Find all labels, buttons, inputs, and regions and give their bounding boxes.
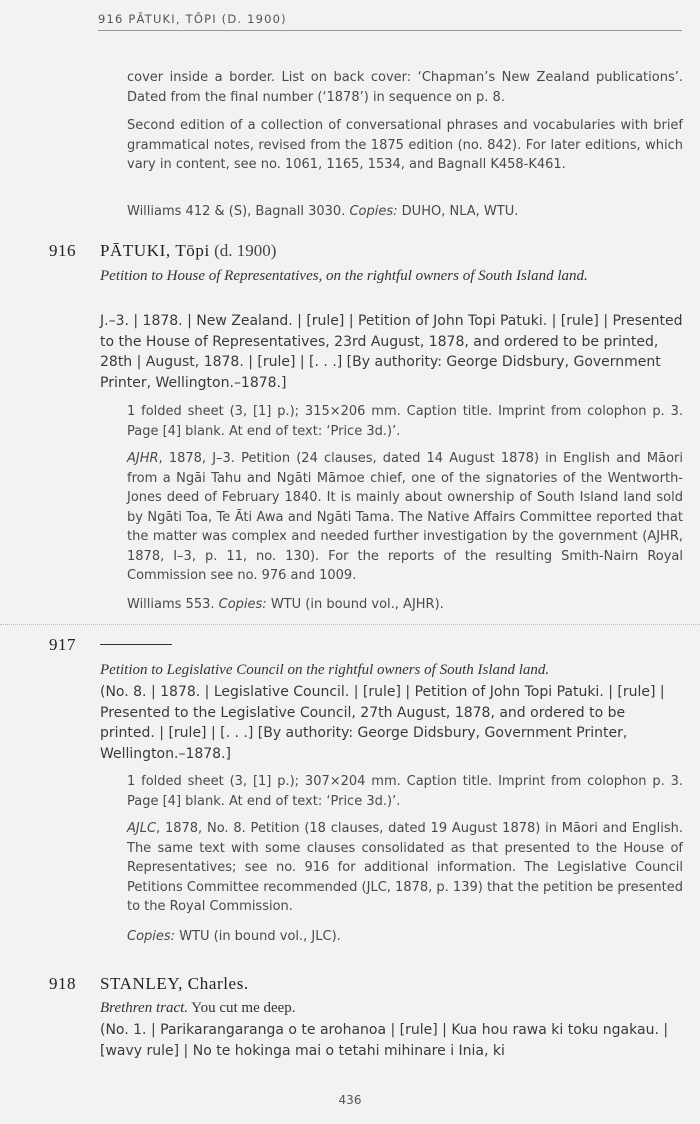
- title-transcription-918: (No. 1. | Parikarangaranga o te arohanoa | [rule] | Kua hou rawa ki toku ngakau. | [wavy rule] | No te hokinga mai o tetahi mihinare i Inia, ki: [100, 1022, 669, 1059]
- ditto-dash: [100, 644, 172, 645]
- entry-heading-918: [100, 974, 684, 994]
- entry-heading-917: [100, 635, 684, 655]
- continued-note-2: Second edition of a collection of conversational phrases and vocabularies with brief grammatical notes, revised from the 1875 edition (no. 842). For later editions, which vary in content, see no. 1061, 1165, 1534, and Bagnall K458-K461.: [127, 118, 683, 172]
- copies-text: DUHO, NLA, WTU.: [401, 204, 519, 219]
- entry-heading-916: [100, 241, 684, 261]
- continued-refs: [127, 202, 683, 222]
- entry-title-916: Petition to House of Representatives, on the rightful owners of South Island land.: [100, 268, 588, 284]
- continued-note-1: cover inside a border. List on back cover: ‘Chapman’s New Zealand publications’. Dated from the final number (‘1878’) in sequence on p. 8.: [127, 70, 683, 105]
- author-name: PĀTUKI, Tōpi: [100, 241, 210, 260]
- entry-number-918: 918: [49, 974, 76, 993]
- refs-text: Williams 412 & (S), Bagnall 3030.: [127, 204, 346, 219]
- title-transcription-917: (No. 8. | 1878. | Legislative Council. | [rule] | Petition of John Topi Patuki. | [rule] | Presented to the Legislative Council, 27th August, 1878, and ordered to be printed. | [rule] | [. . .] [By authority: George Didsbury, Government Printer, Wellington.–1878.]: [100, 684, 665, 762]
- collation-916: 1 folded sheet (3, [1] p.); 315×206 mm. Caption title. Imprint from colophon p. 3. Page [4] blank. At end of text: ‘Price 3d.)’.: [127, 404, 683, 439]
- note-917: AJLC, 1878, No. 8. Petition (18 clauses, dated 19 August 1878) in Māori and English. The same text with some clauses consolidated as that presented to the House of Representatives; see no. 916 for additional information. The Legislative Council Petitions Committee recommended (JLC, 1878, p. 139) that the petition be presented to the Royal Commission.: [127, 821, 683, 914]
- collation-917: 1 folded sheet (3, [1] p.); 307×204 mm. Caption title. Imprint from colophon p. 3. Page [4] blank. At end of text: ‘Price 3d.)’.: [127, 774, 683, 809]
- author-dates: (d. 1900): [214, 241, 277, 260]
- running-head: 916 PĀTUKI, TŌPI (D. 1900): [98, 12, 682, 31]
- note-source: AJLC: [127, 821, 157, 836]
- author-name: STANLEY, Charles.: [100, 974, 249, 993]
- entry-number-916: 916: [49, 241, 76, 260]
- note-916: AJHR, 1878, J–3. Petition (24 clauses, dated 14 August 1878) in English and Māori from a Ngāi Tahu and Ngāti Māmoe chief, one of the signatories of the Wentworth-Jones deed of February 1840. It is mainly about ownership of South Island land sold by Ngāti Toa, Te Āti Awa and Ngāti Tama. The Native Affairs Committee reported that the matter was complex and needed further investigation by the government (AJHR, 1878, I–3, p. 11, no. 130). For the reports of the resulting Smith-Nairn Royal Commission see no. 976 and 1009.: [127, 451, 683, 583]
- note-source: AJHR: [127, 451, 159, 466]
- refs-916: Williams 553. Copies: WTU (in bound vol., AJHR).: [127, 597, 444, 612]
- title-transcription-916: J.–3. | 1878. | New Zealand. | [rule] | Petition of John Topi Patuki. | [rule] | Presented to the House of Representatives, 23rd August, 1878, and ordered to be printed, 28th | August, 1878. | [rule] | [. . .] [By authority: George Didsbury, Government Printer, Wellington.–1878.]: [100, 313, 683, 391]
- page-number: 436: [338, 1093, 362, 1107]
- entry-number-917: 917: [49, 635, 76, 654]
- copies-label: Copies:: [349, 204, 398, 219]
- copies-917: Copies: WTU (in bound vol., JLC).: [127, 929, 341, 944]
- section-divider: [0, 624, 700, 625]
- entry-title-917: Petition to Legislative Council on the rightful owners of South Island land.: [100, 662, 550, 678]
- entry-title-918: Brethren tract. You cut me deep.: [100, 1000, 296, 1016]
